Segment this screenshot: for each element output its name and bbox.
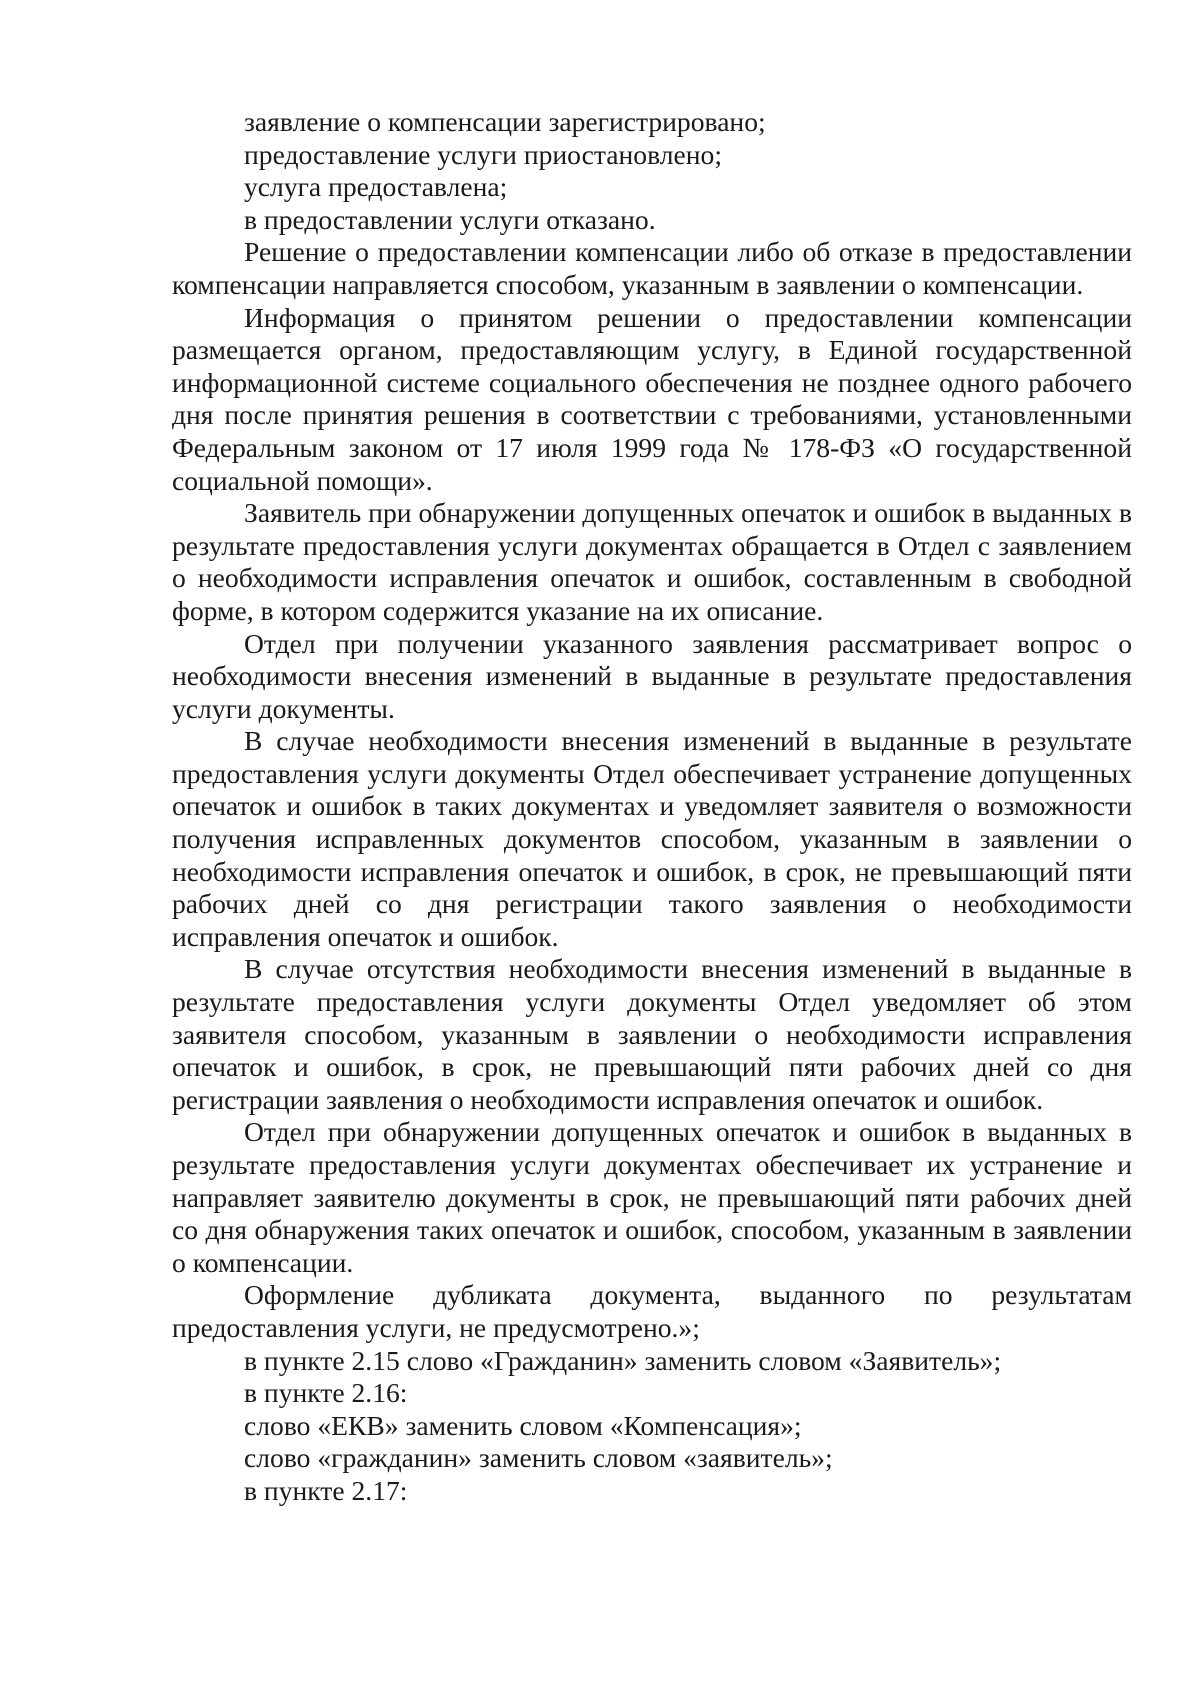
- paragraph-applicant-typos: Заявитель при обнаружении допущенных опечаток и ошибок в выданных в результате предоставления услуги документах обращается в Отдел с заявлением о необходимости исправления опечаток и ошибок, составленным в свободной форме, в котором содержится указание на их описание.: [172, 497, 1132, 626]
- paragraph-no-corrections: В случае отсутствия необходимости внесения изменений в выданные в результате предоставления услуги документы Отдел уведомляет об этом заявителя способом, указанным в заявлении о необходимости исправления опечаток и ошибок, в срок, не превышающий пяти рабочих дней со дня регистрации заявления о необходимости исправления опечаток и ошибок.: [172, 953, 1132, 1115]
- paragraph-department-found-errors: Отдел при обнаружении допущенных опечаток и ошибок в выданных в результате предоставления услуги документах обеспечивает их устранение и направляет заявителю документы в срок, не превышающий пяти рабочих дней со дня обнаружения таких опечаток и ошибок, способом, указанным в заявлении о компенсации.: [172, 1116, 1132, 1278]
- document-page: [172, 106, 1132, 1508]
- status-line: предоставление услуги приостановлено;: [244, 138, 722, 170]
- paragraph-department-review: Отдел при получении указанного заявления рассматривает вопрос о необходимости внесения изменений в выданные в результате предоставления услуги документы.: [172, 627, 1132, 724]
- status-line: услуга предоставлена;: [244, 171, 508, 203]
- body-paragraphs: [172, 236, 1132, 1344]
- amendment-line: в пункте 2.16:: [244, 1377, 408, 1409]
- amendment-line: слово «гражданин» заменить словом «заявитель»;: [244, 1442, 833, 1474]
- amendments-list: [172, 1345, 1132, 1508]
- paragraph-duplicate: Оформление дубликата документа, выданного по результатам предоставления услуги, не предусмотрено.»;: [172, 1279, 1132, 1343]
- amendment-line: в пункте 2.17:: [244, 1474, 408, 1506]
- status-list: [172, 106, 1132, 236]
- paragraph-corrections-needed: В случае необходимости внесения изменений в выданные в результате предоставления услуги документы Отдел обеспечивает устранение допущенных опечаток и ошибок в таких документах и уведомляет заявителя о возможности получения исправленных документов способом, указанным в заявлении о необходимости исправления опечаток и ошибок, в срок, не превышающий пяти рабочих дней со дня регистрации такого заявления о необходимости исправления опечаток и ошибок.: [172, 725, 1132, 952]
- amendment-line: слово «ЕКВ» заменить словом «Компенсация»;: [244, 1409, 802, 1441]
- paragraph-egisso-info: Информация о принятом решении о предоставлении компенсации размещается органом, предоставляющим услугу, в Единой государственной информационной системе социального обеспечения не позднее одного рабочего дня после принятия решения в соответствии с требованиями, установленными Федеральным законом от 17 июля 1999 года № 178-ФЗ «О государственной социальной помощи».: [172, 301, 1132, 496]
- status-line: в предоставлении услуги отказано.: [244, 203, 656, 235]
- status-line: заявление о компенсации зарегистрировано;: [244, 106, 766, 137]
- paragraph-decision-notice: Решение о предоставлении компенсации либо об отказе в предоставлении компенсации направляется способом, указанным в заявлении о компенсации.: [172, 236, 1132, 300]
- amendment-line: в пункте 2.15 слово «Гражданин» заменить словом «Заявитель»;: [244, 1344, 1002, 1376]
